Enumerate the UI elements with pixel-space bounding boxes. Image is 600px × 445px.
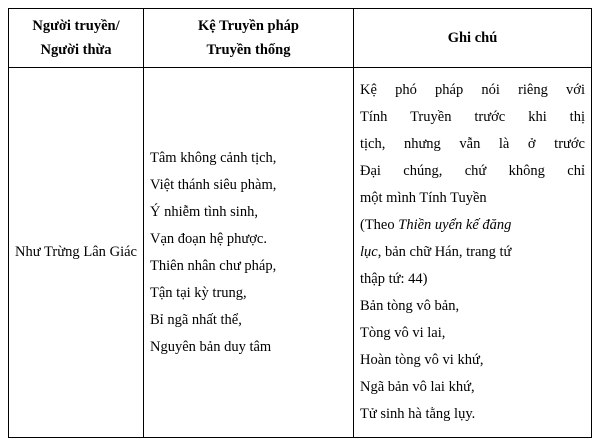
verse-line: Vạn đoạn hệ phược. <box>150 230 267 247</box>
note-line: tịch, nhưng vẫn là ở trước <box>360 136 585 152</box>
table-row <box>9 68 592 438</box>
note-reference <box>360 212 585 239</box>
note-ref-rest: , bản chữ Hán, trang tứ <box>377 244 512 260</box>
verse-line: Ý nhiễm tình sinh, <box>150 203 258 220</box>
note-verse-line: Hoàn tòng vô vi khứ, <box>360 352 484 368</box>
verse-line: Việt thánh siêu phàm, <box>150 176 277 193</box>
verse-line: Tận tại kỳ trung, <box>150 284 247 301</box>
transmitter-name: Như Trừng Lân Giác <box>15 244 137 260</box>
header-row <box>9 9 592 68</box>
header-transmitter <box>9 9 144 68</box>
verse-cell <box>144 68 354 438</box>
note-verse-line: Tòng vô vi lai, <box>360 325 446 341</box>
transmitter-cell <box>9 68 144 438</box>
header-verse-line1: Kệ Truyền pháp <box>198 18 299 34</box>
note-ref-book-title: Thiền uyển kế đăng <box>398 217 512 233</box>
lineage-table <box>8 8 592 438</box>
header-notes-label: Ghi chú <box>447 30 498 46</box>
header-transmitter-line1: Người truyền/ <box>32 18 120 34</box>
note-verse-line: Bản tòng vô bản, <box>360 298 460 314</box>
note-line: Đại chúng, chứ không chỉ <box>360 163 585 179</box>
header-verse-line2: Truyền thống <box>206 42 291 58</box>
note-reference-cont <box>360 239 585 266</box>
verse-line: Tâm không cảnh tịch, <box>150 149 277 166</box>
note-line: một mình Tính Tuyền <box>360 190 487 206</box>
verse-line: Thiên nhân chư pháp, <box>150 257 277 274</box>
note-line: Kệ phó pháp nói riêng với <box>360 82 585 98</box>
note-ref-book-title-end: lục <box>360 244 378 260</box>
header-dharma-verse <box>144 9 354 68</box>
note-verse-line: Ngã bản vô lai khứ, <box>360 379 475 395</box>
note-line: Tính Truyền trước khi thị <box>360 109 585 125</box>
notes-cell <box>354 68 592 438</box>
verse-line: Nguyên bản duy tâm <box>150 338 272 355</box>
verse-line: Bỉ ngã nhất thể, <box>150 311 242 328</box>
header-notes <box>354 9 592 68</box>
note-ref-open: (Theo <box>360 217 399 233</box>
header-transmitter-line2: Người thừa <box>40 42 112 58</box>
note-verse-line: Tử sinh hà tằng lụy. <box>360 406 476 422</box>
note-ref-end: thập tứ: 44) <box>360 271 428 287</box>
